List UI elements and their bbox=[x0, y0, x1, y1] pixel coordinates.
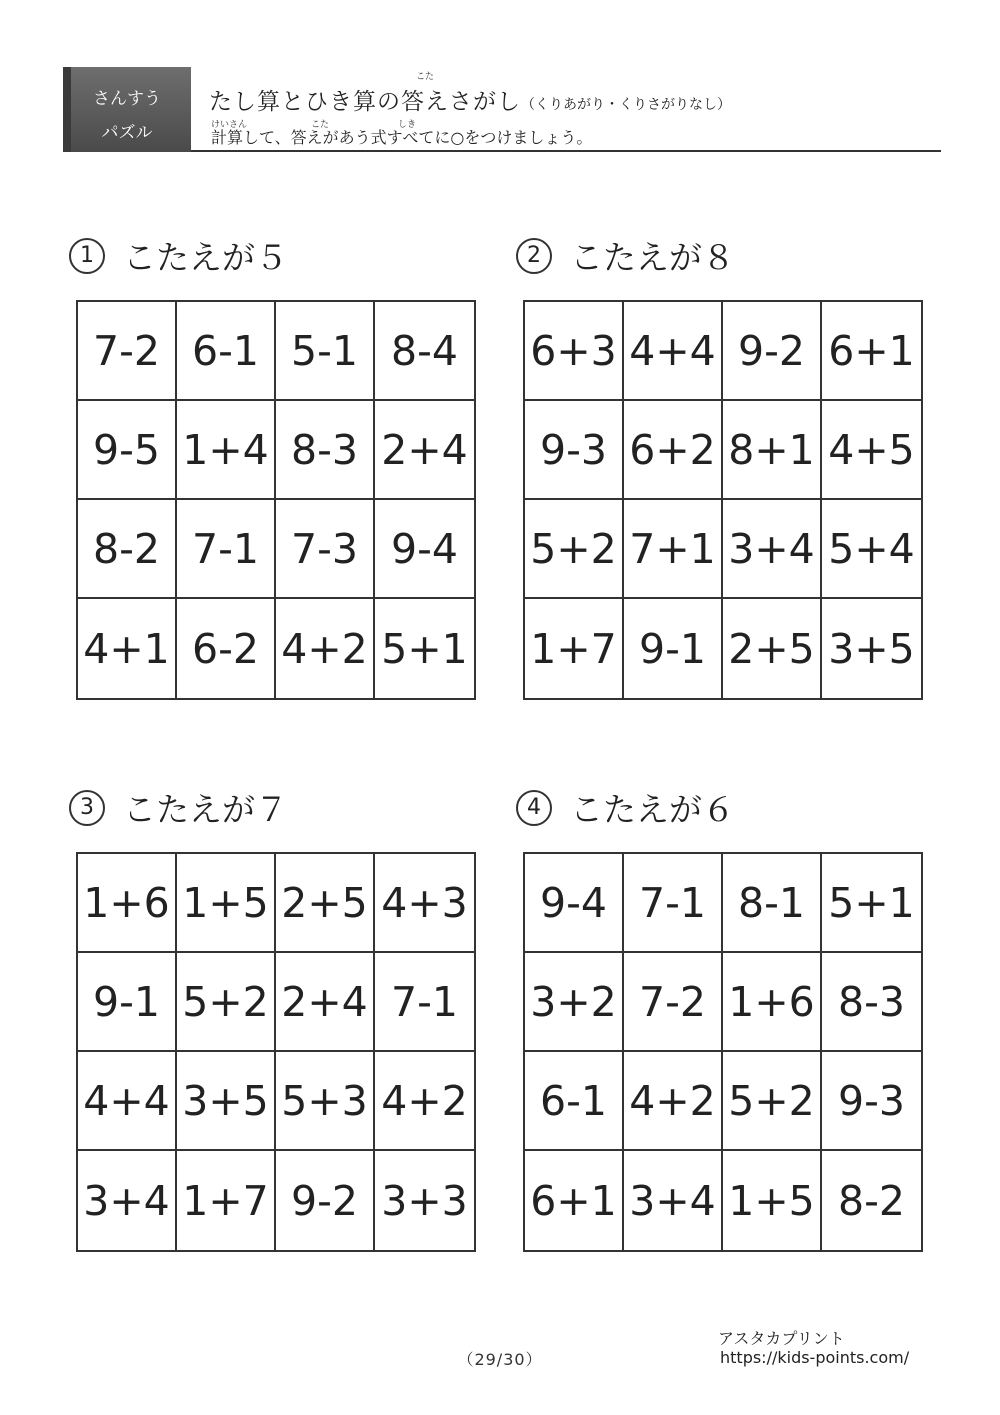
badge-line-2: パズル bbox=[101, 123, 153, 143]
puzzle-1-cell[interactable]: 1+4 bbox=[177, 401, 276, 500]
page-indicator: （29/30） bbox=[457, 1350, 543, 1369]
puzzle-4-cell[interactable]: 1+5 bbox=[723, 1151, 822, 1250]
puzzle-4-cell[interactable]: 8-3 bbox=[822, 953, 921, 1052]
puzzle-1-number: 1 bbox=[69, 238, 105, 274]
puzzle-2-cell[interactable]: 5+4 bbox=[822, 500, 921, 599]
puzzle-4-cell[interactable]: 7-1 bbox=[624, 854, 723, 953]
puzzle-3-cell[interactable]: 9-2 bbox=[276, 1151, 375, 1250]
puzzle-4-cell[interactable]: 6-1 bbox=[525, 1052, 624, 1151]
puzzle-2-cell[interactable]: 6+3 bbox=[525, 302, 624, 401]
puzzle-4-cell[interactable]: 1+6 bbox=[723, 953, 822, 1052]
puzzle-3-cell[interactable]: 3+4 bbox=[78, 1151, 177, 1250]
puzzle-2-number: 2 bbox=[516, 238, 552, 274]
puzzle-2-cell[interactable]: 8+1 bbox=[723, 401, 822, 500]
puzzle-1-heading bbox=[69, 232, 288, 279]
puzzle-4-heading bbox=[516, 784, 735, 831]
puzzle-4-number: 4 bbox=[516, 790, 552, 826]
puzzle-1-cell[interactable]: 8-2 bbox=[78, 500, 177, 599]
puzzle-2-cell[interactable]: 9-1 bbox=[624, 599, 723, 698]
instruction-ruby-kota: こた bbox=[311, 120, 330, 130]
puzzle-4-cell[interactable]: 7-2 bbox=[624, 953, 723, 1052]
puzzle-1-cell[interactable]: 5+1 bbox=[381, 624, 468, 673]
puzzle-3-number: 3 bbox=[69, 790, 105, 826]
badge-line-1: さんすう bbox=[93, 89, 161, 109]
instruction-ruby-shiki: しき bbox=[398, 120, 417, 130]
puzzle-2-cell[interactable]: 7+1 bbox=[624, 500, 723, 599]
puzzle-2-cell[interactable]: 3+4 bbox=[723, 500, 822, 599]
puzzle-3-cell[interactable]: 1+6 bbox=[78, 854, 177, 953]
puzzle-2-cell[interactable]: 6+1 bbox=[822, 302, 921, 401]
puzzle-1-grid bbox=[76, 300, 476, 700]
puzzle-3-cell[interactable]: 3+5 bbox=[177, 1052, 276, 1151]
category-badge bbox=[63, 67, 191, 152]
puzzle-3-cell[interactable]: 4+4 bbox=[78, 1052, 177, 1151]
puzzle-3-cell[interactable]: 7-1 bbox=[375, 953, 474, 1052]
worksheet-title bbox=[209, 83, 731, 116]
puzzle-2-cell[interactable]: 4+4 bbox=[624, 302, 723, 401]
puzzle-4-cell[interactable]: 3+4 bbox=[624, 1151, 723, 1250]
puzzle-3-cell[interactable]: 2+5 bbox=[276, 854, 375, 953]
puzzle-2-cell[interactable]: 9-2 bbox=[723, 302, 822, 401]
puzzle-3-cell[interactable]: 1+7 bbox=[177, 1151, 276, 1250]
puzzle-4-cell[interactable]: 5+1 bbox=[822, 854, 921, 953]
header-divider bbox=[191, 150, 941, 152]
puzzle-4-cell[interactable]: 6+1 bbox=[525, 1151, 624, 1250]
puzzle-1-cell[interactable]: 7-1 bbox=[177, 500, 276, 599]
puzzle-1-cell[interactable]: 9-4 bbox=[375, 500, 474, 599]
puzzle-1-cell[interactable]: 7-3 bbox=[276, 500, 375, 599]
puzzle-2-grid bbox=[523, 300, 923, 700]
puzzle-3-grid bbox=[76, 852, 476, 1252]
puzzle-2-cell[interactable]: 1+7 bbox=[525, 599, 624, 698]
puzzle-1-cell[interactable]: 7-2 bbox=[78, 302, 177, 401]
puzzle-4-cell[interactable]: 8-1 bbox=[723, 854, 822, 953]
instruction-ruby-keisan: けいさん bbox=[211, 120, 248, 130]
puzzle-4-cell[interactable]: 4+2 bbox=[624, 1052, 723, 1151]
puzzle-3-cell[interactable]: 1+5 bbox=[177, 854, 276, 953]
puzzle-4-cell[interactable]: 9-3 bbox=[822, 1052, 921, 1151]
puzzle-2-cell[interactable]: 2+5 bbox=[723, 599, 822, 698]
puzzle-3-cell[interactable]: 5+2 bbox=[177, 953, 276, 1052]
puzzle-2-cell[interactable]: 4+5 bbox=[822, 401, 921, 500]
puzzle-1-cell[interactable]: 8-4 bbox=[375, 302, 474, 401]
puzzle-3-heading bbox=[69, 784, 288, 831]
puzzle-1-cell[interactable]: 4+2 bbox=[276, 599, 375, 698]
puzzle-1-cell[interactable]: 6-2 bbox=[177, 599, 276, 698]
puzzle-3-cell[interactable]: 2+4 bbox=[276, 953, 375, 1052]
puzzle-2-cell[interactable]: 6+2 bbox=[624, 401, 723, 500]
puzzle-2-cell[interactable]: 3+5 bbox=[828, 624, 915, 673]
puzzle-1-cell[interactable]: 9-5 bbox=[78, 401, 177, 500]
title-note: （くりあがり・くりさがりなし） bbox=[521, 97, 731, 113]
puzzle-3-title: こたえが７ bbox=[123, 790, 288, 829]
instruction-text: 計算して、答えがあう式すべてに○をつけましょう。 bbox=[211, 128, 593, 147]
puzzle-4-cell[interactable]: 3+2 bbox=[525, 953, 624, 1052]
puzzle-2-title: こたえが８ bbox=[570, 238, 735, 277]
puzzle-1-cell[interactable]: 8-3 bbox=[276, 401, 375, 500]
puzzle-3-cell[interactable]: 9-1 bbox=[78, 953, 177, 1052]
puzzle-3-cell[interactable]: 3+3 bbox=[381, 1176, 468, 1225]
puzzle-4-title: こたえが６ bbox=[570, 790, 735, 829]
puzzle-2-cell[interactable]: 9-3 bbox=[525, 401, 624, 500]
puzzle-1-cell[interactable]: 2+4 bbox=[375, 401, 474, 500]
puzzle-4-cell[interactable]: 8-2 bbox=[838, 1176, 905, 1225]
brand-name: アスタカプリント bbox=[718, 1329, 845, 1348]
puzzle-3-cell[interactable]: 4+2 bbox=[375, 1052, 474, 1151]
title-text: たし算とひき算の答えさがし bbox=[209, 89, 521, 115]
puzzle-4-cell[interactable]: 9-4 bbox=[525, 854, 624, 953]
puzzle-1-cell[interactable]: 5-1 bbox=[276, 302, 375, 401]
worksheet-header bbox=[63, 67, 941, 152]
puzzle-2-cell[interactable]: 5+2 bbox=[525, 500, 624, 599]
puzzle-3-cell[interactable]: 4+3 bbox=[375, 854, 474, 953]
puzzle-1-title: こたえが５ bbox=[123, 238, 288, 277]
puzzle-1-cell[interactable]: 4+1 bbox=[78, 599, 177, 698]
puzzle-4-grid bbox=[523, 852, 923, 1252]
puzzle-3-cell[interactable]: 5+3 bbox=[276, 1052, 375, 1151]
title-ruby: こた bbox=[416, 72, 435, 82]
site-url[interactable]: https://kids-points.com/ bbox=[720, 1348, 910, 1367]
puzzle-4-cell[interactable]: 5+2 bbox=[723, 1052, 822, 1151]
puzzle-2-heading bbox=[516, 232, 735, 279]
puzzle-1-cell[interactable]: 6-1 bbox=[177, 302, 276, 401]
